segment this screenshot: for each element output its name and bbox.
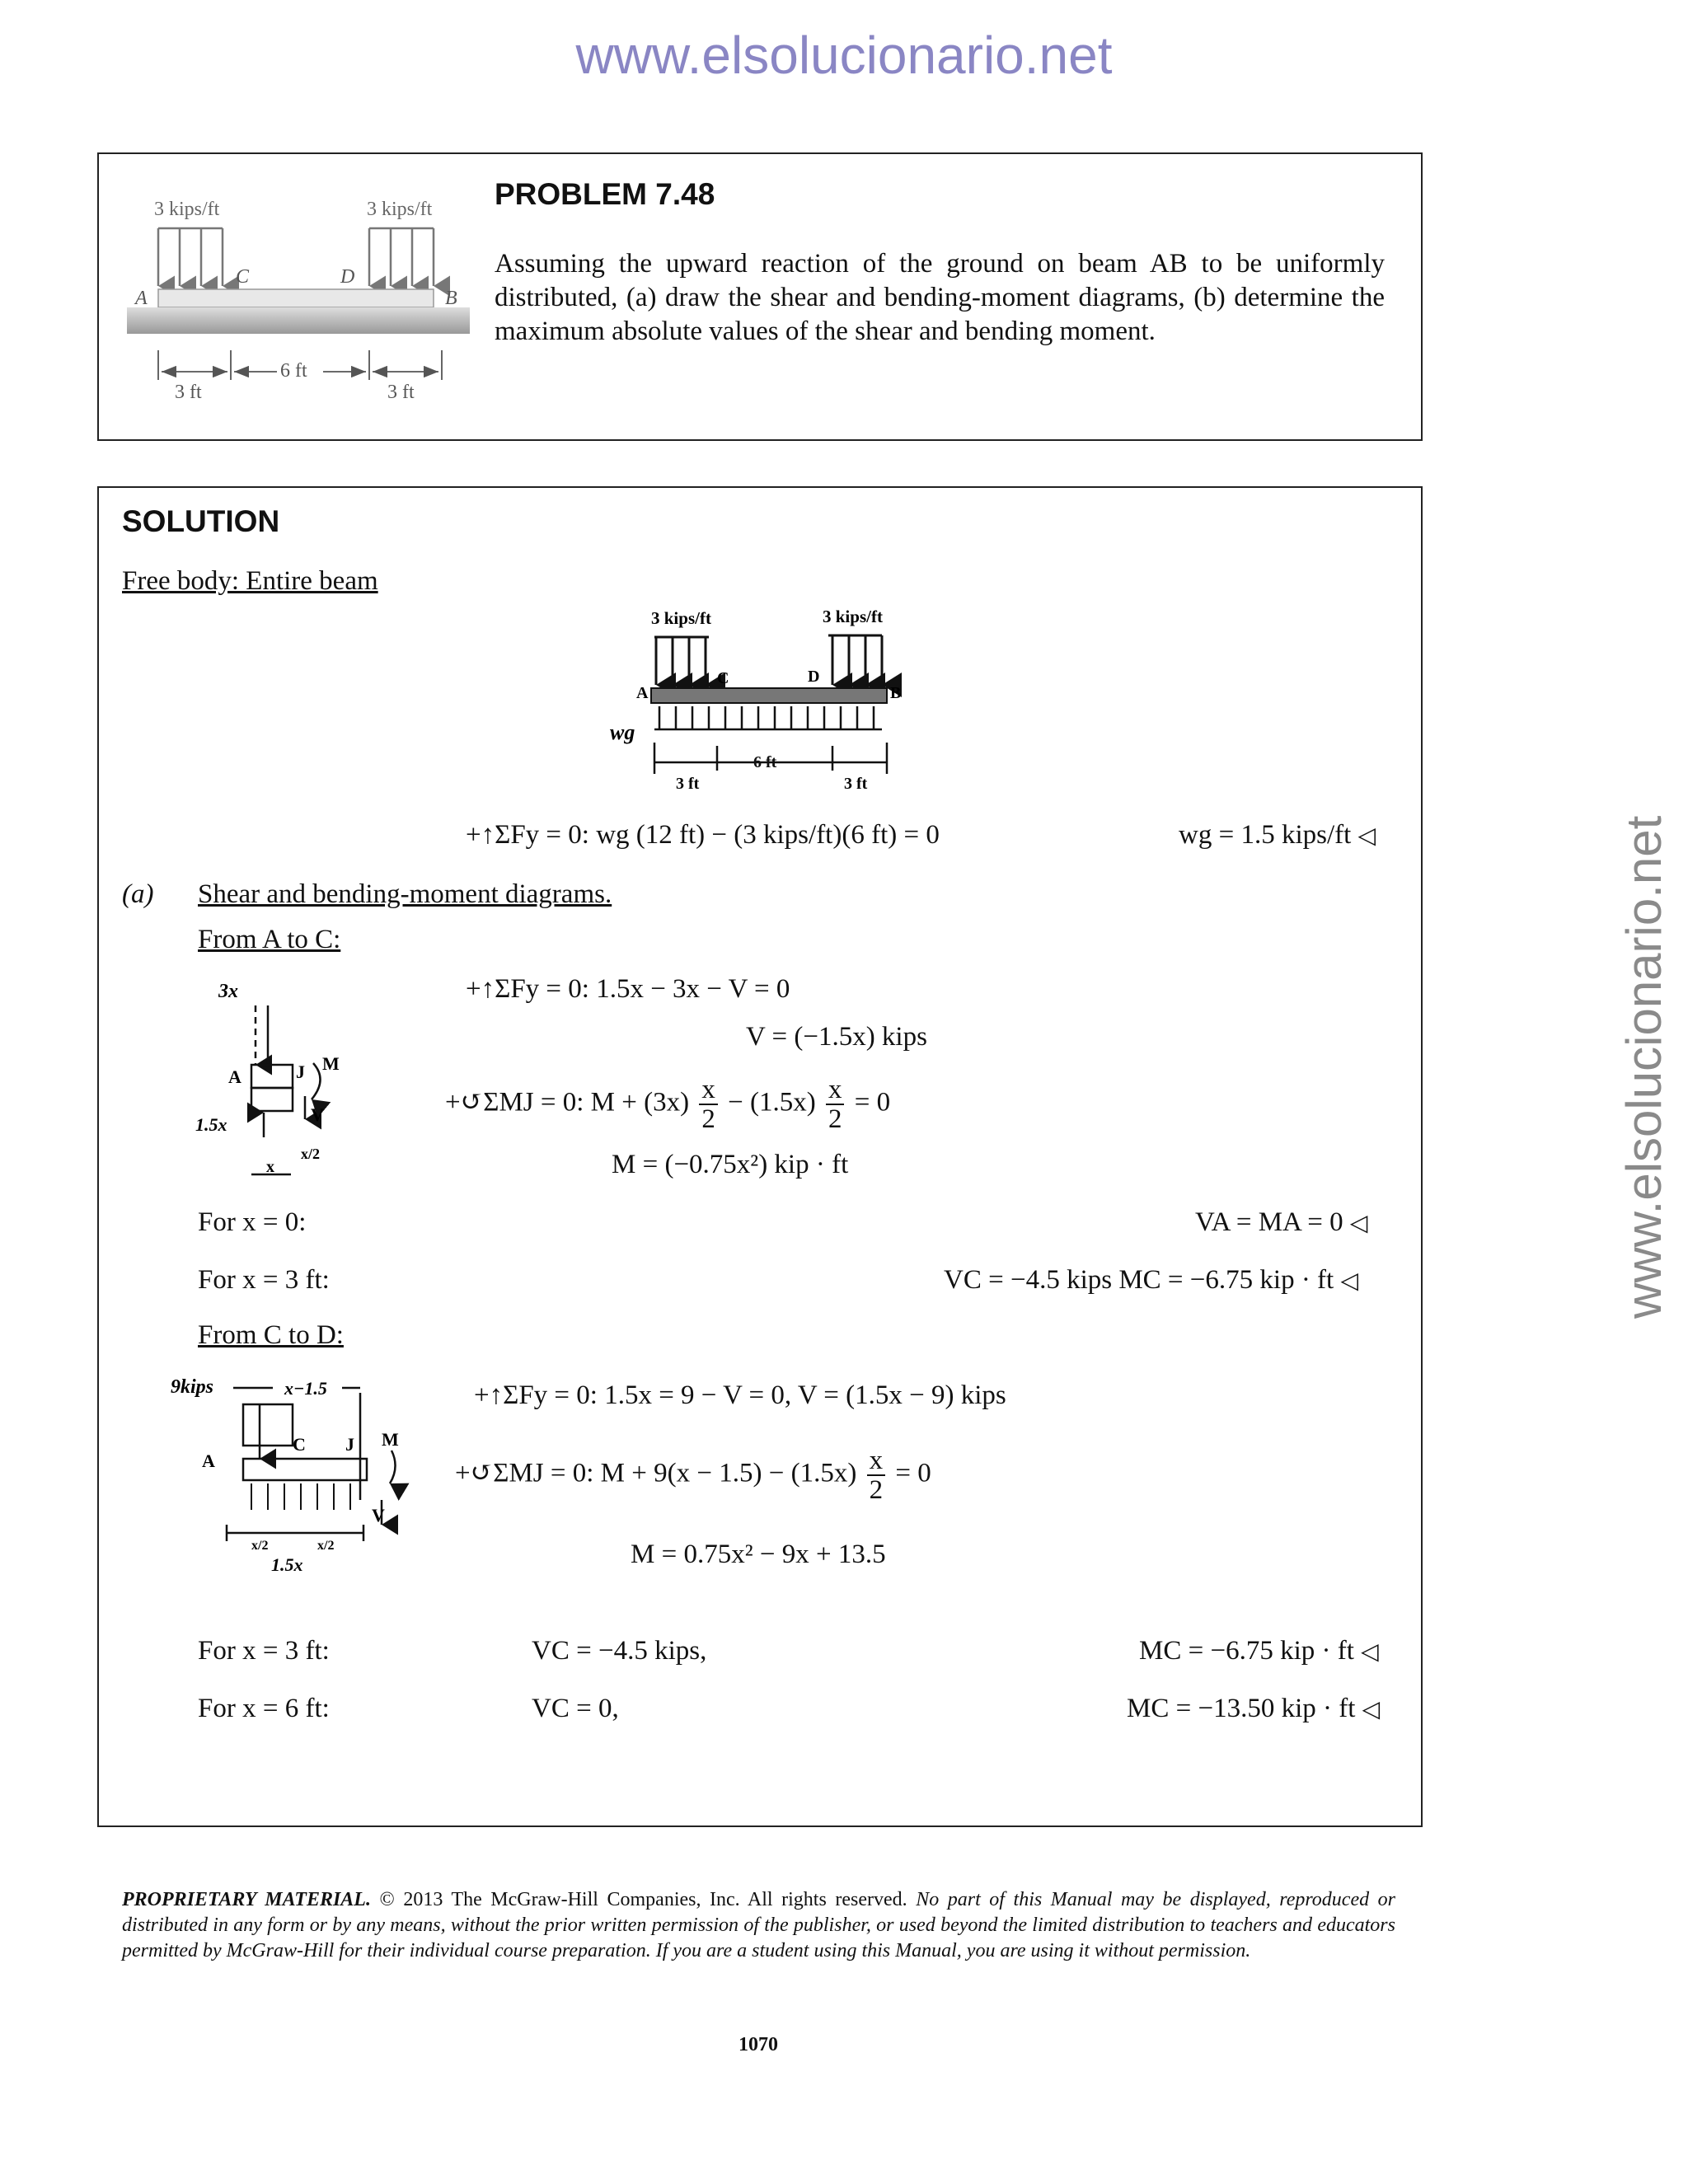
fbd-dim-left: 3 ft	[676, 775, 700, 793]
fig-load-left: 3 kips/ft	[154, 199, 220, 220]
sk2-j: J	[345, 1434, 354, 1455]
sk1-j: J	[296, 1062, 305, 1082]
fig-dim-left: 3 ft	[175, 382, 202, 403]
fig-pt-c: C	[236, 266, 250, 288]
fbd-dim-right: 3 ft	[844, 775, 868, 793]
result-x3-text: VC = −4.5 kips MC = −6.75 kip · ft	[944, 1265, 1334, 1295]
fbd-load-right: 3 kips/ft	[823, 607, 883, 626]
sk2-dist: x−1.5	[284, 1378, 327, 1399]
frac-den: 2	[869, 1475, 884, 1505]
fbd-entire-beam	[602, 606, 915, 795]
sk2-half2: x/2	[317, 1539, 335, 1553]
from-a-to-c: From A to C:	[198, 925, 341, 954]
frac-num: x	[867, 1446, 886, 1476]
eq-cd-moment-sum	[455, 1446, 931, 1504]
sk2-c: C	[293, 1434, 306, 1455]
fig-dim-mid: 6 ft	[280, 360, 307, 382]
part-a-title: Shear and bending-moment diagrams.	[198, 879, 612, 909]
result-x0-text: VA = MA = 0	[1195, 1207, 1343, 1237]
result-marker-icon: ◁	[1362, 1695, 1381, 1722]
frac-x-over-2-c	[867, 1446, 886, 1504]
sk2-m: M	[382, 1429, 399, 1450]
fig-pt-d: D	[340, 266, 355, 288]
result-wg-text: wg = 1.5 kips/ft	[1179, 820, 1352, 850]
for-x0-label: For x = 0:	[198, 1207, 307, 1237]
eq-cd-sum-fy: +↑ΣFy = 0: 1.5x = 9 − V = 0, V = (1.5x − 9) kips	[474, 1380, 1006, 1410]
frac-num: x	[699, 1076, 718, 1105]
sk1-x: x	[266, 1158, 274, 1176]
sk2-load: 9kips	[171, 1376, 214, 1398]
sketch-c-to-d	[169, 1368, 416, 1574]
fbd-dim-mid: 6 ft	[753, 753, 777, 771]
fbd-pt-d: D	[808, 668, 820, 686]
sk2-a: A	[202, 1451, 215, 1471]
eq-ac-moment: M = (−0.75x²) kip · ft	[612, 1150, 849, 1179]
fbd-pt-a: A	[636, 684, 649, 702]
vc-x3b: VC = −4.5 kips,	[532, 1636, 707, 1666]
mc-x3b	[1139, 1636, 1379, 1666]
vc-x6: VC = 0,	[532, 1694, 619, 1723]
eq-ac-moment-sum	[445, 1076, 890, 1133]
eq-cd-moment-end: = 0	[895, 1458, 931, 1488]
frac-x-over-2-b	[826, 1076, 845, 1133]
footer-notice	[122, 1887, 1395, 1964]
eq-ac-moment-lhs: +↺ΣMJ = 0: M + (3x)	[445, 1087, 690, 1118]
mc-x6	[1127, 1694, 1380, 1724]
eq-ac-shear: V = (−1.5x) kips	[746, 1022, 927, 1052]
result-x3	[944, 1265, 1358, 1296]
sk2-load2: 1.5x	[271, 1554, 303, 1574]
result-marker-icon: ◁	[1357, 822, 1376, 849]
for-x3-label: For x = 3 ft:	[198, 1265, 330, 1295]
result-marker-icon: ◁	[1349, 1209, 1368, 1236]
sk1-a: A	[228, 1066, 241, 1087]
problem-figure	[115, 185, 486, 408]
page-number: 1070	[738, 2034, 778, 2055]
frac-num: x	[826, 1076, 845, 1105]
sk1-half: x/2	[301, 1146, 321, 1162]
eq-ac-moment-end: = 0	[854, 1087, 891, 1118]
watermark-top: www.elsolucionario.net	[575, 26, 1113, 85]
sk1-m: M	[322, 1053, 340, 1074]
fig-pt-a: A	[135, 288, 148, 309]
free-body-label: Free body: Entire beam	[122, 566, 378, 596]
problem-statement: Assuming the upward reaction of the ground on beam AB to be uniformly distributed, (a) draw the shear and bending-moment diagrams, (b) determine the maximum absolute values of the shear and bending moment.	[495, 249, 1385, 346]
for-x6-label: For x = 6 ft:	[198, 1694, 330, 1723]
sk1-load: 1.5x	[195, 1114, 227, 1135]
eq-sum-fy-entire: +↑ΣFy = 0: wg (12 ft) − (3 kips/ft)(6 ft) = 0	[466, 820, 940, 850]
mc-x6-text: MC = −13.50 kip · ft	[1127, 1694, 1356, 1723]
fig-pt-b: B	[445, 288, 457, 309]
fbd-wg: wg	[610, 720, 635, 744]
part-a-label: (a)	[122, 879, 154, 909]
sketch-a-to-c	[185, 972, 367, 1187]
result-marker-icon: ◁	[1340, 1267, 1359, 1294]
from-c-to-d: From C to D:	[198, 1320, 344, 1350]
fig-load-right: 3 kips/ft	[367, 199, 433, 220]
fbd-load-left: 3 kips/ft	[651, 608, 711, 628]
sk1-v: V	[311, 1104, 324, 1125]
eq-ac-moment-mid: − (1.5x)	[728, 1087, 816, 1118]
solution-title: SOLUTION	[122, 504, 280, 538]
for-x3b-label: For x = 3 ft:	[198, 1636, 330, 1666]
fbd-pt-b: B	[890, 684, 902, 702]
problem-title: PROBLEM 7.48	[495, 177, 715, 211]
fig-dim-right: 3 ft	[387, 382, 415, 403]
result-x0	[1195, 1207, 1367, 1238]
mc-x3b-text: MC = −6.75 kip · ft	[1139, 1636, 1354, 1666]
frac-den: 2	[701, 1104, 715, 1134]
watermark-side: www.elsolucionario.net	[1616, 815, 1672, 1319]
eq-cd-moment: M = 0.75x² − 9x + 13.5	[631, 1540, 886, 1569]
footer-notice-text: No part of this Manual may be displayed, reproduced or distributed in any form or by any means, without the prior written permission of the publisher, or used beyond the limited distribution to teachers and educators permitted by McGraw-Hill for their individual course preparation. If you are a student using this Manual, you are using it without permission.	[122, 1889, 1395, 1961]
frac-x-over-2-a	[699, 1076, 718, 1133]
footer-copyright: © 2013 The McGraw-Hill Companies, Inc. All rights reserved.	[379, 1889, 907, 1910]
eq-cd-moment-lhs: +↺ΣMJ = 0: M + 9(x − 1.5) − (1.5x)	[455, 1458, 857, 1488]
sk2-v: V	[372, 1505, 385, 1526]
result-wg	[1179, 820, 1376, 851]
sk2-half1: x/2	[251, 1539, 269, 1553]
eq-ac-sum-fy: +↑ΣFy = 0: 1.5x − 3x − V = 0	[466, 974, 790, 1004]
result-marker-icon: ◁	[1361, 1638, 1379, 1665]
frac-den: 2	[828, 1104, 842, 1134]
fbd-pt-c: C	[717, 669, 729, 687]
sk1-top: 3x	[218, 981, 238, 1002]
footer-lead: PROPRIETARY MATERIAL.	[122, 1889, 371, 1910]
